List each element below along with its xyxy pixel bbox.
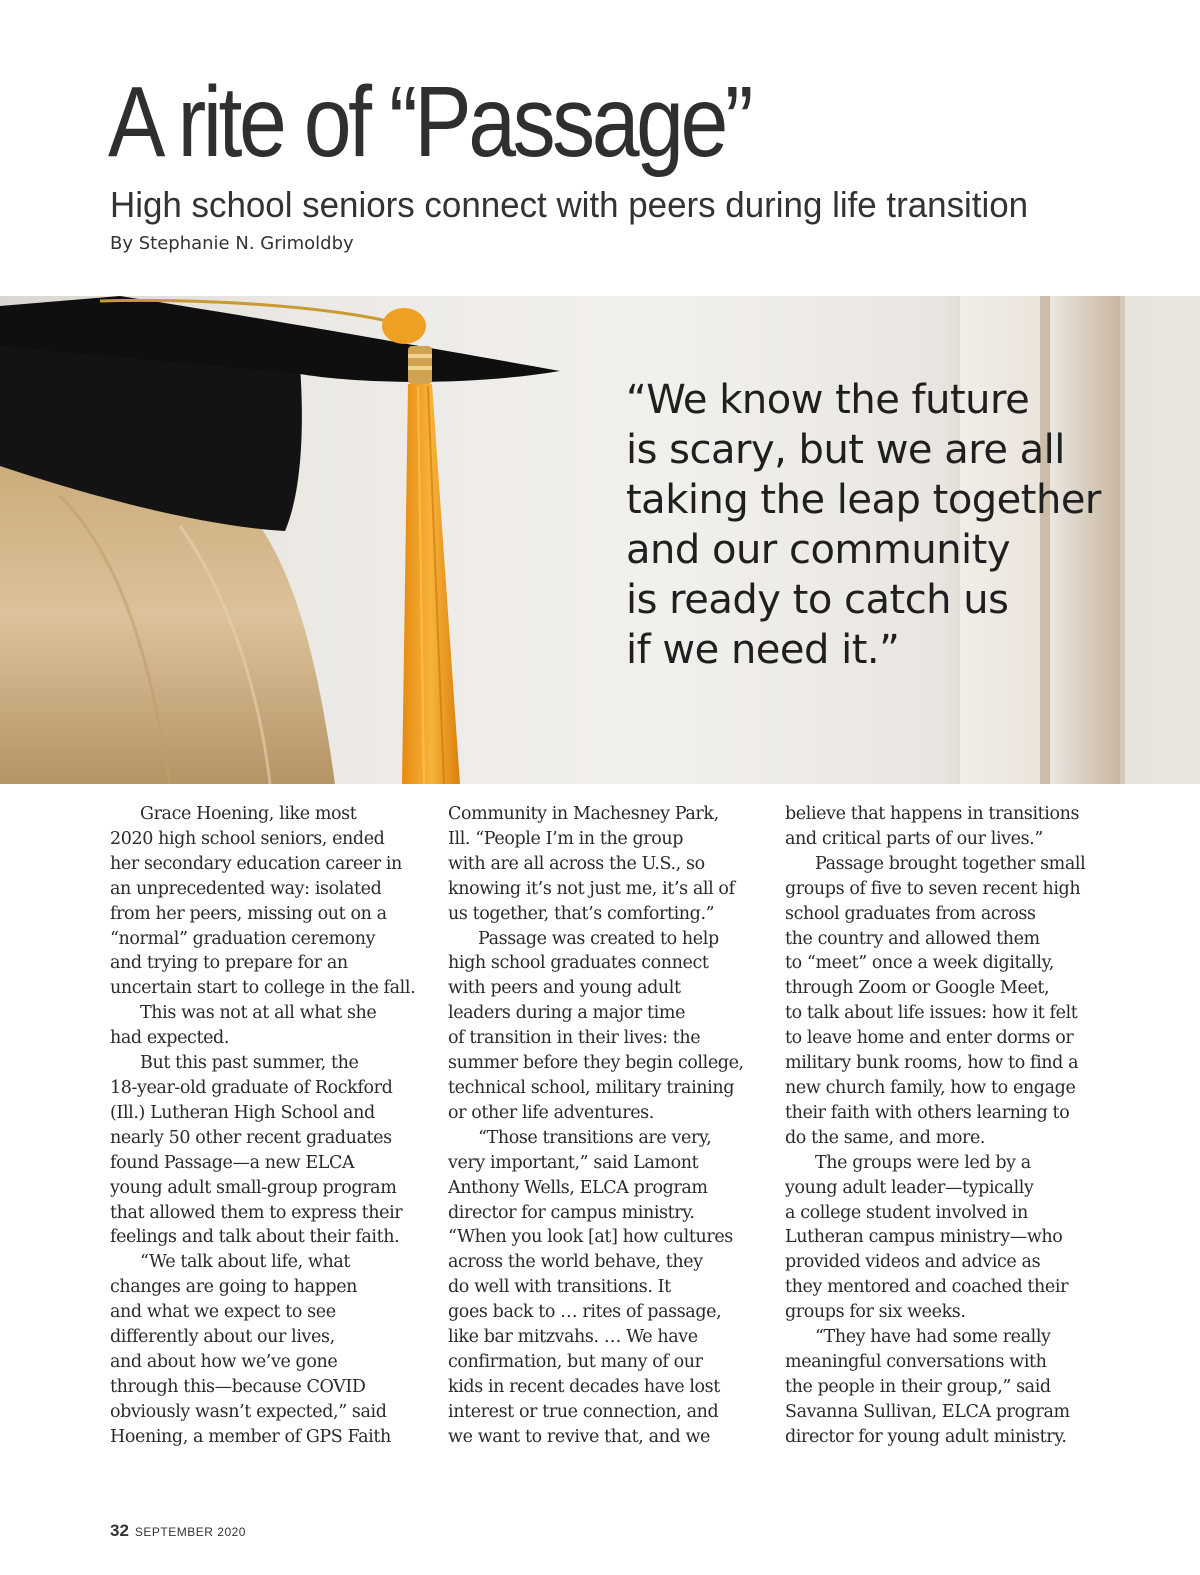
body-text-line: and what we expect to see: [110, 1302, 336, 1323]
body-text-line: 18-year-old graduate of Rockford: [110, 1077, 393, 1098]
body-text-line: director for young adult ministry.: [785, 1426, 1067, 1447]
page-number: 32: [110, 1521, 129, 1540]
body-text-line: from her peers, missing out on a: [110, 903, 387, 924]
body-text-line: and about how we’ve gone: [110, 1351, 338, 1372]
article-title: A rite of “Passage”: [108, 66, 751, 178]
body-column-2: [448, 802, 744, 1450]
pull-quote-line: “We know the future: [626, 377, 1030, 423]
body-text-line: an unprecedented way: isolated: [110, 878, 382, 899]
pull-quote: [626, 375, 1146, 675]
body-text-line: a college student involved in: [785, 1202, 1028, 1223]
body-text-line: Grace Hoening, like most: [140, 804, 357, 824]
body-text-line: groups for six weeks.: [785, 1302, 966, 1323]
body-text-line: their faith with others learning to: [785, 1102, 1070, 1123]
body-text-line: with are all across the U.S., so: [448, 853, 705, 874]
pull-quote-line: is scary, but we are all: [626, 427, 1065, 473]
body-text-line: that allowed them to express their: [110, 1202, 403, 1223]
pull-quote-line: is ready to catch us: [626, 577, 1009, 623]
body-text-line: changes are going to happen: [110, 1277, 358, 1298]
body-text-line: “They have had some really: [815, 1327, 1051, 1348]
body-text-line: they mentored and coached their: [785, 1277, 1069, 1298]
body-text-line: “Those transitions are very,: [478, 1127, 712, 1148]
body-text-line: Lutheran campus ministry—who: [785, 1227, 1063, 1248]
body-text-line: Savanna Sullivan, ELCA program: [785, 1401, 1070, 1422]
body-text-line: her secondary education career in: [110, 853, 402, 874]
article-subtitle: High school seniors connect with peers during life transition: [110, 184, 1029, 225]
body-text-line: differently about our lives,: [110, 1327, 335, 1348]
body-text-line: very important,” said Lamont: [448, 1152, 699, 1173]
body-text-line: found Passage—a new ELCA: [110, 1152, 355, 1173]
byline: By Stephanie N. Grimoldby: [110, 233, 354, 254]
body-text-line: 2020 high school seniors, ended: [110, 828, 385, 849]
body-text-line: the country and allowed them: [785, 928, 1040, 949]
body-text-line: do well with transitions. It: [448, 1277, 671, 1298]
body-text-line: new church family, how to engage: [785, 1077, 1076, 1098]
body-text-line: through Zoom or Google Meet,: [785, 978, 1050, 999]
body-text-line: us together, that’s comforting.”: [448, 903, 715, 924]
body-text-line: technical school, military training: [448, 1077, 735, 1098]
body-text-line: Hoening, a member of GPS Faith: [110, 1426, 391, 1447]
body-text-line: This was not at all what she: [140, 1003, 377, 1024]
body-text-line: to talk about life issues: how it felt: [785, 1003, 1078, 1024]
body-text-line: the people in their group,” said: [785, 1376, 1051, 1397]
body-text-line: to leave home and enter dorms or: [785, 1028, 1074, 1049]
body-text-line: or other life adventures.: [448, 1102, 654, 1123]
body-text-line: The groups were led by a: [815, 1152, 1031, 1173]
body-text-line: “We talk about life, what: [140, 1252, 351, 1273]
issue-date: SEPTEMBER 2020: [134, 1525, 246, 1539]
body-text-line: young adult small-group program: [110, 1177, 397, 1198]
body-text-line: groups of five to seven recent high: [785, 878, 1081, 899]
body-text-line: director for campus ministry.: [448, 1202, 695, 1223]
body-text-line: obviously wasn’t expected,” said: [110, 1401, 387, 1422]
body-text-line: with peers and young adult: [448, 978, 681, 999]
body-text-line: uncertain start to college in the fall.: [110, 978, 416, 999]
body-text-line: Passage was created to help: [478, 928, 719, 949]
body-text-line: Passage brought together small: [815, 853, 1086, 874]
body-text-line: young adult leader—typically: [785, 1177, 1034, 1198]
body-text-line: believe that happens in transitions: [785, 804, 1080, 824]
pull-quote-line: and our community: [626, 527, 1011, 573]
body-text-line: “normal” graduation ceremony: [110, 928, 376, 949]
body-text-line: leaders during a major time: [448, 1003, 686, 1024]
body-text-line: But this past summer, the: [140, 1053, 359, 1074]
body-text-line: and trying to prepare for an: [110, 953, 348, 974]
body-text-line: school graduates from across: [785, 903, 1036, 924]
body-text-line: (Ill.) Lutheran High School and: [110, 1102, 375, 1123]
body-text-line: Ill. “People I’m in the group: [448, 828, 684, 849]
body-text-line: “When you look [at] how cultures: [448, 1227, 733, 1248]
body-text-line: nearly 50 other recent graduates: [110, 1127, 392, 1148]
body-text-line: Anthony Wells, ELCA program: [448, 1177, 708, 1198]
body-text-line: military bunk rooms, how to find a: [785, 1053, 1079, 1074]
body-text-line: feelings and talk about their faith.: [110, 1227, 400, 1248]
body-text-line: and critical parts of our lives.”: [785, 828, 1043, 849]
body-text-line: across the world behave, they: [448, 1252, 703, 1273]
body-text-line: knowing it’s not just me, it’s all of: [448, 878, 735, 899]
body-text-line: we want to revive that, and we: [448, 1426, 711, 1447]
pull-quote-line: taking the leap together: [626, 477, 1101, 523]
body-text-line: kids in recent decades have lost: [448, 1376, 720, 1397]
body-text-line: goes back to … rites of passage,: [448, 1302, 722, 1323]
body-text-line: of transition in their lives: the: [448, 1028, 701, 1049]
body-text-line: summer before they begin college,: [448, 1053, 744, 1074]
page-footer: [110, 1521, 246, 1541]
body-text-line: to “meet” once a week digitally,: [785, 953, 1054, 974]
body-text-line: provided videos and advice as: [785, 1252, 1041, 1273]
body-column-1: [110, 802, 415, 1450]
body-text-line: through this—because COVID: [110, 1376, 366, 1397]
body-text-line: confirmation, but many of our: [448, 1351, 703, 1372]
body-column-3: [785, 802, 1085, 1450]
body-text-line: high school graduates connect: [448, 953, 709, 974]
body-text-line: interest or true connection, and: [448, 1401, 719, 1422]
body-text-line: do the same, and more.: [785, 1127, 986, 1148]
body-text-line: meaningful conversations with: [785, 1351, 1047, 1372]
body-text-line: had expected.: [110, 1028, 230, 1049]
body-text-line: like bar mitzvahs. … We have: [448, 1327, 698, 1348]
pull-quote-line: if we need it.”: [626, 627, 900, 673]
body-text-line: Community in Machesney Park,: [448, 804, 719, 824]
